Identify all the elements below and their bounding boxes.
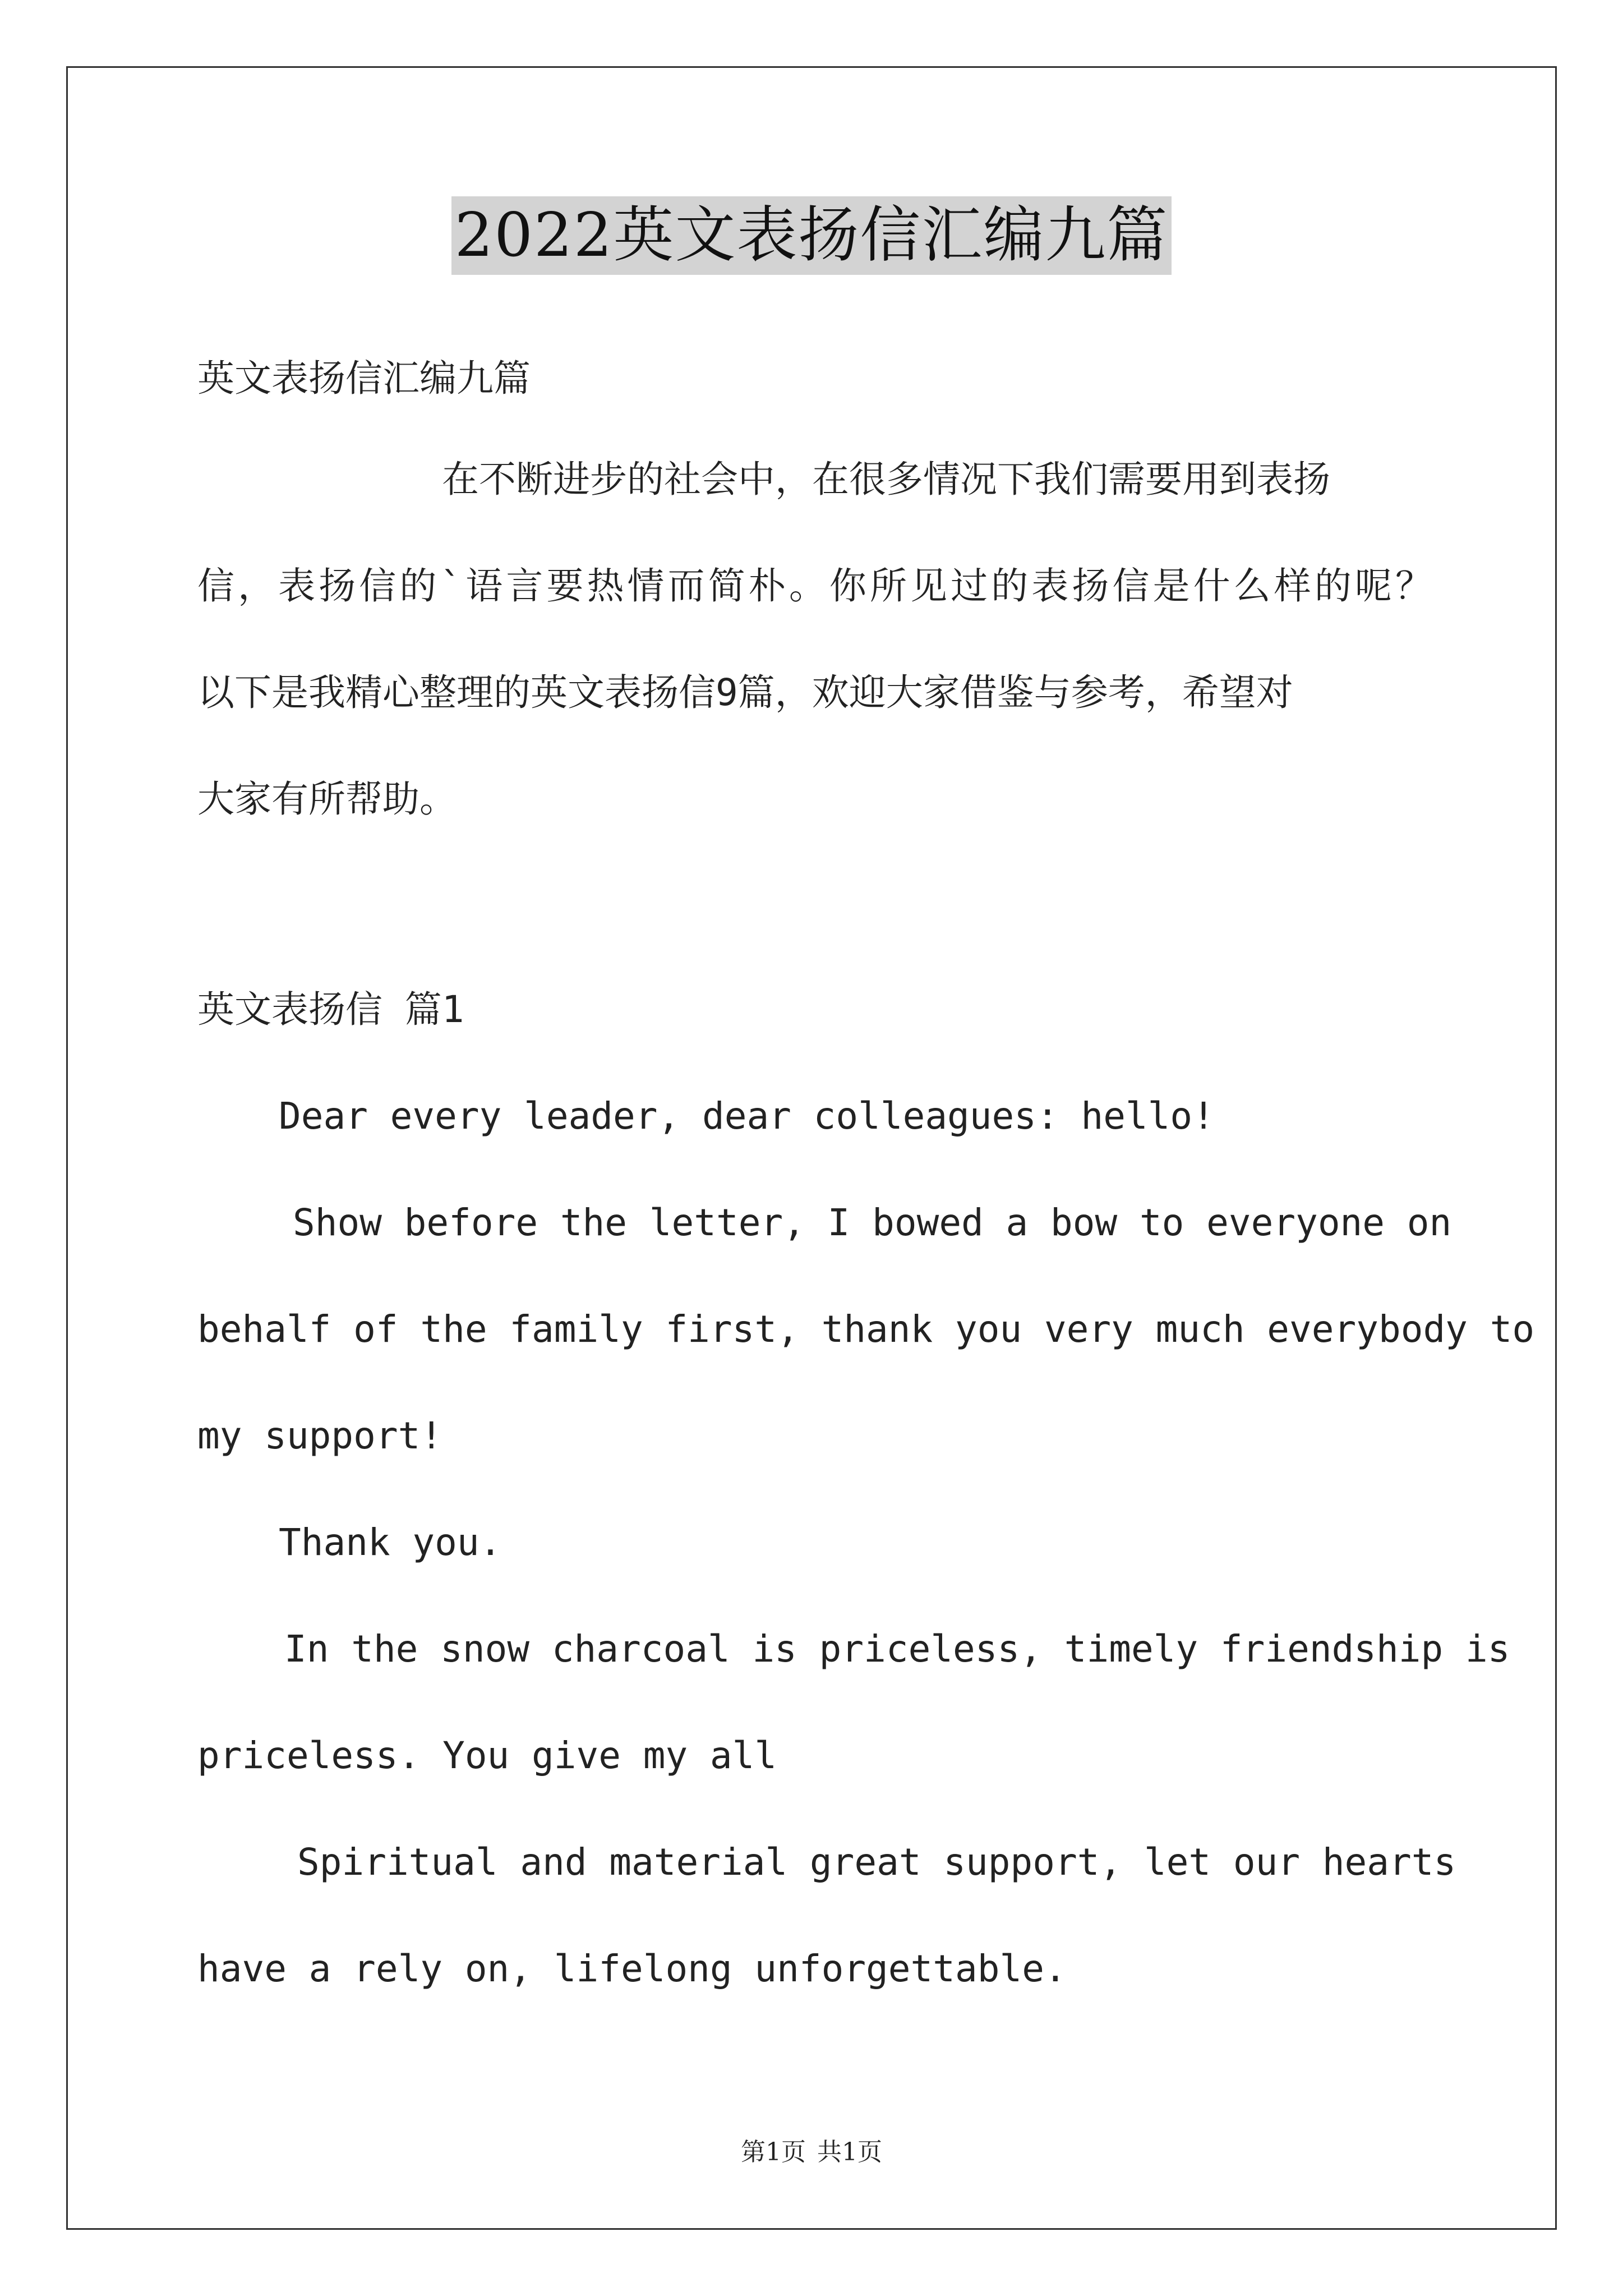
- intro-line-4: 大家有所帮助。: [197, 777, 457, 821]
- letter-line-6: In the snow charcoal is priceless, timely friendship is: [284, 1627, 1510, 1671]
- section-heading: 英文表扬信 篇1: [197, 988, 464, 1031]
- page-footer: 第1页 共1页: [741, 2138, 882, 2166]
- letter-line-2: Show before the letter, I bowed a bow to everyone on: [293, 1201, 1452, 1244]
- intro-line-3: 以下是我精心整理的英文表扬信9篇，欢迎大家借鉴与参考，希望对: [197, 671, 1293, 714]
- document-title: 2022英文表扬信汇编九篇: [451, 196, 1172, 275]
- title-container: [0, 196, 1623, 275]
- letter-line-1: Dear every leader, dear colleagues: hello!: [279, 1094, 1215, 1138]
- letter-line-3: behalf of the family first, thank you very much everybody to: [197, 1308, 1535, 1351]
- letter-line-8: Spiritual and material great support, let our hearts: [297, 1841, 1456, 1884]
- letter-line-4: my support!: [197, 1414, 443, 1457]
- letter-line-7: priceless. You give my all: [197, 1734, 777, 1777]
- letter-line-5: Thank you.: [279, 1521, 502, 1564]
- letter-line-9: have a rely on, lifelong unforgettable.: [197, 1947, 1067, 1990]
- subtitle: 英文表扬信汇编九篇: [197, 357, 531, 400]
- intro-line-1: 在不断进步的社会中，在很多情况下我们需要用到表扬: [442, 458, 1330, 501]
- intro-line-2: 信，表扬信的`语言要热情而简朴。你所见过的表扬信是什么样的呢？: [197, 564, 1432, 608]
